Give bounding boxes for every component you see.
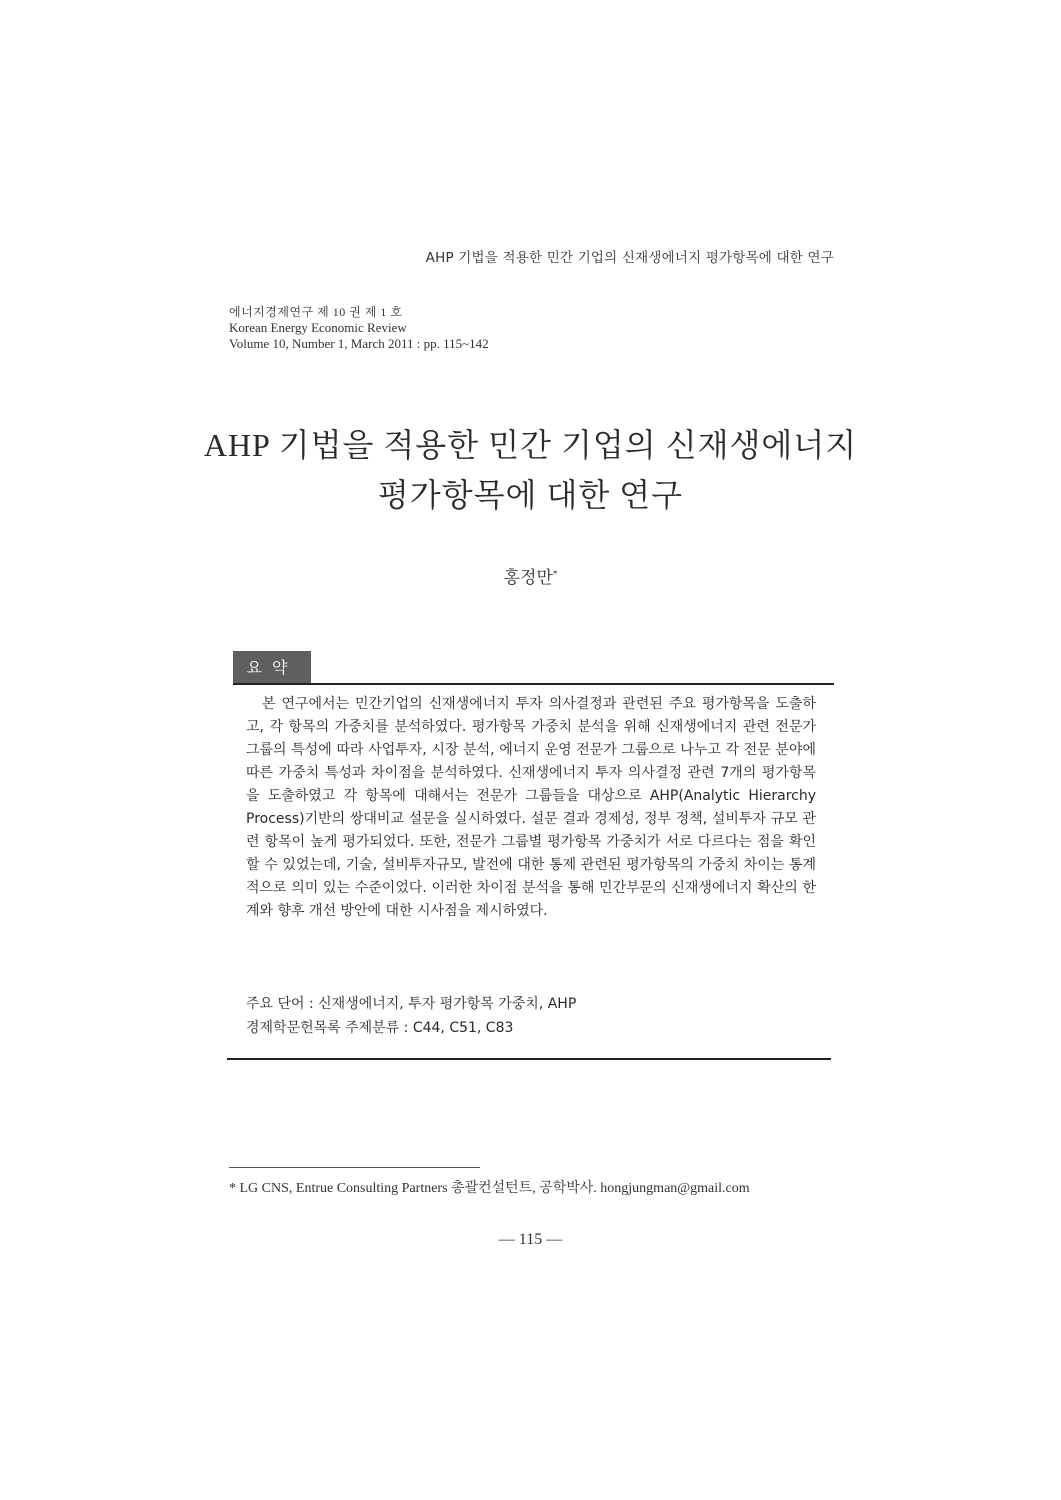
author-name: 홍정만 xyxy=(503,568,553,588)
abstract-bottom-rule xyxy=(227,1058,831,1060)
author-footnote: * LG CNS, Entrue Consulting Partners 총괄컨설턴트, 공학박사. hongjungman@gmail.com xyxy=(229,1181,750,1196)
footnote-rule xyxy=(229,1167,480,1168)
author-footnote-mark: * xyxy=(552,569,558,580)
journal-korean-name: 에너지경제연구 제 10 권 제 1 호 xyxy=(229,305,403,319)
paper-title-line2: 평가항목에 대한 연구 xyxy=(377,477,684,513)
abstract-heading: 요약 xyxy=(233,651,311,684)
journal-info xyxy=(229,304,489,352)
page-number: ― 115 ― xyxy=(498,1231,563,1248)
paper-title-line1: AHP 기법을 적용한 민간 기업의 신재생에너지 xyxy=(203,427,858,463)
keywords-block xyxy=(246,992,576,1040)
journal-english-name: Korean Energy Economic Review xyxy=(229,320,407,335)
abstract-text: 본 연구에서는 민간기업의 신재생에너지 투자 의사결정과 관련된 주요 평가항목을 도출하고, 각 항목의 가중치를 분석하였다. 평가항목 가중치 분석을 위해 신재생에너지 관련 전문가 그룹의 특성에 따라 사업투자, 시장 분석, 에너지 운영 전문가 그룹으로 나누고 각 전문 분야에 따른 가중치 특성과 차이점을 분석하였다. 신재생에너지 투자 의사결정 관련 7개의 평가항목을 도출하였고 각 항목에 대해서는 전문가 그룹들을 대상으로 AHP(Analytic Hierarchy Process)기반의 쌍대비교 설문을 실시하였다. 설문 결과 경제성, 정부 정책, 설비투자 규모 관련 항목이 높게 평가되었다. 또한, 전문가 그룹별 평가항목 가중치가 서로 다르다는 점을 확인할 수 있었는데, 기술, 설비투자규모, 발전에 대한 통제 관련된 평가항목의 가중치 차이는 통계적으로 의미 있는 수준이었다. 이러한 차이점 분석을 통해 민간부문의 신재생에너지 확산의 한계와 향후 개선 방안에 대한 시사점을 제시하였다. xyxy=(246,696,816,919)
author xyxy=(0,563,1061,588)
running-head: AHP 기법을 적용한 민간 기업의 신재생에너지 평가항목에 대한 연구 xyxy=(425,250,834,266)
paper-title xyxy=(0,420,1061,520)
jel-classification: 경제학문헌목록 주제분류 : C44, C51, C83 xyxy=(246,1020,514,1036)
keywords-line: 주요 단어 : 신재생에너지, 투자 평가항목 가중치, AHP xyxy=(246,996,577,1012)
abstract-top-rule xyxy=(233,683,834,685)
journal-issue: Volume 10, Number 1, March 2011 : pp. 115~142 xyxy=(229,336,489,351)
